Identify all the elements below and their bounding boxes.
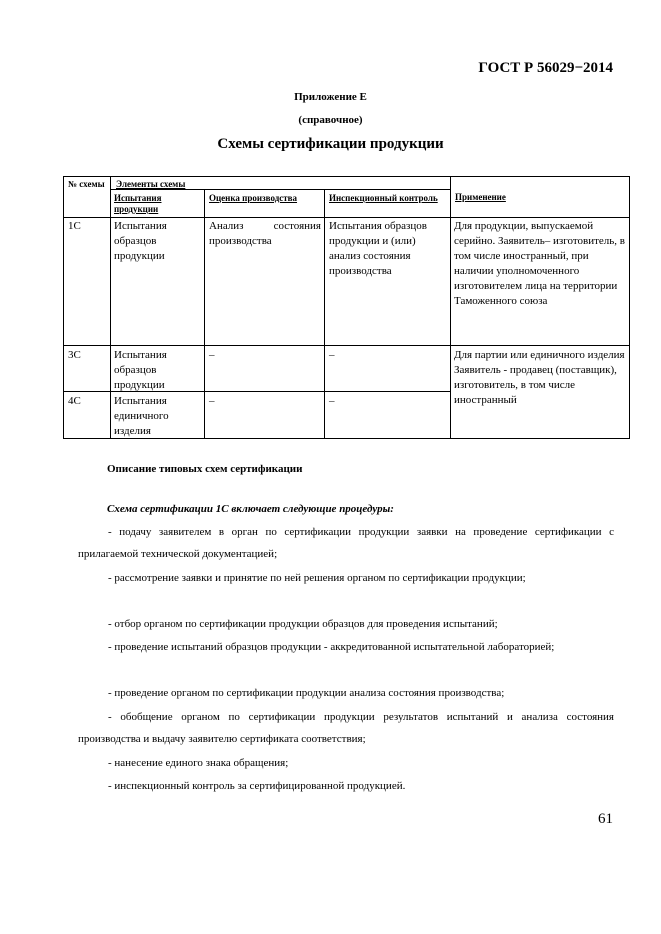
row-divider-1: [63, 345, 630, 346]
procedure-item: - рассмотрение заявки и принятие по ней решения органом по сертификации продукции;: [108, 572, 526, 584]
standard-number: ГОСТ Р 56029−2014: [478, 60, 613, 76]
col-divider-4: [450, 176, 451, 439]
header-inspection: Инспекционный контроль: [329, 193, 438, 203]
certification-schemes-table: [63, 176, 630, 439]
row-1-assessment: Анализ состояния производства: [209, 220, 321, 247]
row-3-testing: Испытания единичного изделия: [114, 395, 169, 437]
scheme-1c-intro: Схема сертификации 1С включает следующие процедуры:: [107, 503, 394, 515]
page-title: Схемы сертификации продукции: [217, 136, 444, 152]
row-1-testing: Испытания образцов продукции: [114, 220, 167, 262]
procedure-item: - обобщение органом по сертификации продукции результатов испытаний и анализа состояния производства и выдачу заявителю сертификата соответствия;: [78, 711, 614, 745]
table-border-right: [629, 176, 630, 439]
row-2-testing: Испытания образцов продукции: [114, 349, 167, 391]
procedure-item: - проведение органом по сертификации продукции анализа состояния производства;: [108, 687, 505, 699]
header-elements: Элементы схемы: [116, 179, 186, 189]
procedure-item: - отбор органом по сертификации продукции образцов для проведения испытаний;: [108, 618, 498, 630]
row-3-assessment: –: [209, 395, 215, 407]
row-2-scheme: 3С: [68, 349, 81, 361]
header-divider-bottom: [63, 217, 630, 218]
appendix-note: (справочное): [298, 114, 363, 126]
row-3-scheme: 4С: [68, 395, 81, 407]
col-divider-3: [324, 189, 325, 439]
section-heading: Описание типовых схем сертификации: [107, 463, 303, 475]
table-border-left: [63, 176, 64, 439]
row-2-assessment: –: [209, 349, 215, 361]
procedure-item: - инспекционный контроль за сертифицированной продукцией.: [108, 780, 406, 792]
row-1-application: Для продукции, выпускаемой серийно. Заявитель– изготовитель, в том числе иностранный, при наличии уполномоченного изготовителем лица на территории Таможенного союза: [454, 220, 625, 307]
procedure-item: - проведение испытаний образцов продукции - аккредитованной испытательной лабораторией;: [108, 641, 555, 653]
col-divider-1: [110, 176, 111, 439]
row-3-inspection: –: [329, 395, 335, 407]
col-divider-2: [204, 189, 205, 439]
row-2-inspection: –: [329, 349, 335, 361]
row-1-scheme: 1С: [68, 220, 81, 232]
header-assessment: Оценка производства: [209, 193, 298, 203]
header-testing: Испытания продукции: [114, 193, 162, 214]
page-number: 61: [598, 811, 613, 827]
appendix-label: Приложение Е: [294, 91, 367, 103]
header-scheme-number: № схемы: [68, 179, 105, 189]
procedure-item: - нанесение единого знака обращения;: [108, 757, 289, 769]
row-2-application: Для партии или единичного изделия Заявитель - продавец (поставщик), изготовитель, в том числе иностранный: [454, 349, 625, 406]
row-1-inspection: Испытания образцов продукции и (или) анализ состояния производства: [329, 220, 427, 277]
header-application: Применение: [455, 192, 506, 202]
procedure-item: - подачу заявителем в орган по сертификации продукции заявки на проведение сертификации с прилагаемой технической документацией;: [78, 526, 614, 560]
table-border-top: [63, 176, 630, 177]
